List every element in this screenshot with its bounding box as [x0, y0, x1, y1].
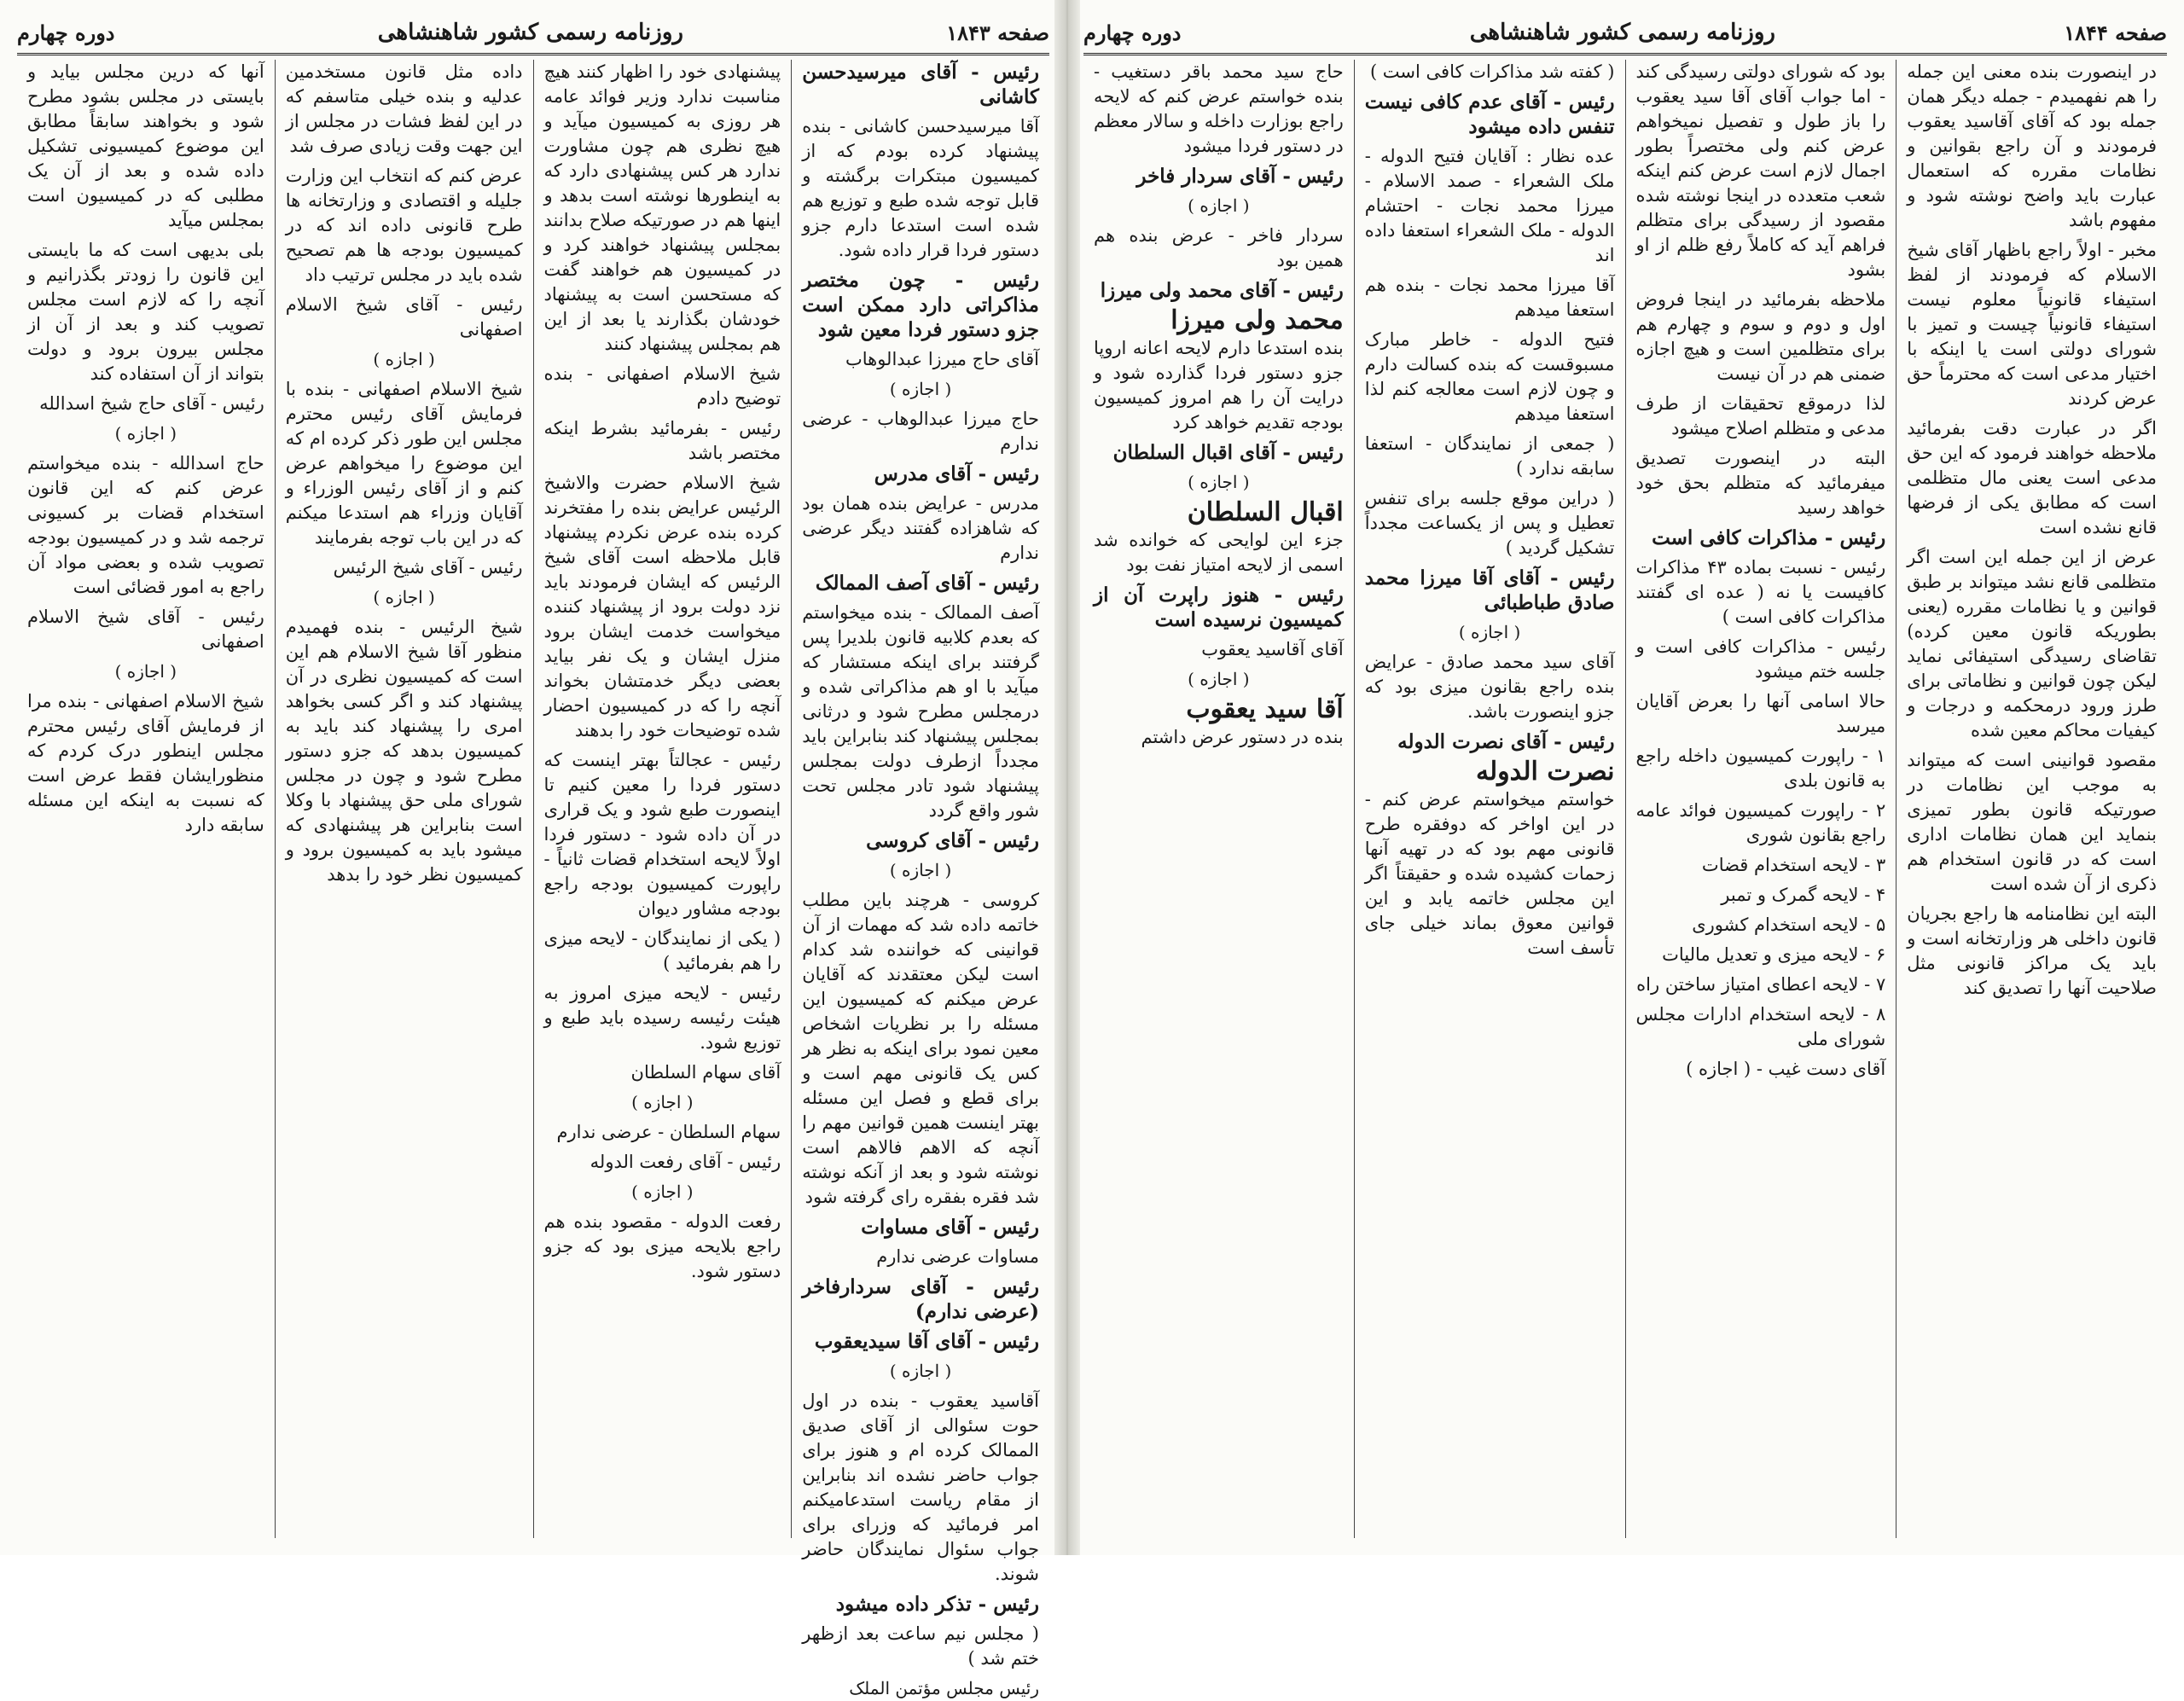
speaker-line: رئیس - آقای سردار فاخر [1136, 165, 1344, 188]
paragraph: آقا میرسیدحسن کاشانی - بنده پیشنهاد کرده بودم که از کمیسیون مبتکرات برگشته و قابل توجه شده طبع و توزیع هم شده است استدعا دارم جزو دستور فردا قرار داده شود. [802, 116, 1039, 260]
paragraph: آقای سهام السلطان [630, 1062, 781, 1083]
paragraph: مساوات عرضی ندارم [876, 1246, 1039, 1267]
paragraph: حاج اسدالله - بنده میخواستم عرض کنم که این قانون استخدام قضات بر کسیونی ترجمه شد و در کمیسیون بودجه تصویب شده و بعضی مواد آن راجع به امور قضائی است [27, 453, 264, 597]
speaker-line: رئیس - آقای آصف الممالک [815, 572, 1039, 595]
paragraph: بود که شورای دولتی رسیدگی کند - اما جواب آقای آقا سید یعقوب را باز طول و تفصیل نمیخواهم عرض کنم ولی مختصراً بطور اجمال لازم است عرض کنم اینکه شعب متعدده در اینجا نوشته شده مقصود از رسیدگی برای متظلم فراهم آید که کاملاً رفع ظلم از او بشود [1635, 61, 1886, 280]
paragraph: رئیس - عجالتاً بهتر اینست که دستور فردا را معین کنیم تا اینصورت طبع شود و یک قراری در آن داده شود - دستور فردا اولاً لایحه استخدام قضات ثانیاً - راپورت کمیسیون بودجه راجع بودجه مشاور دیوان [543, 750, 781, 919]
paragraph: ( کفته شد مذاکرات کافی است ) [1369, 61, 1615, 82]
paragraph: ملاحظه بفرمائید در اینجا فروض اول و دوم و سوم و چهارم هم برای متظلمین است و هیچ اجازه ضمنی هم در آن نیست [1635, 289, 1886, 384]
paragraph: ۴ - لایحه گمرک و تمبر [1721, 885, 1886, 905]
paragraph: داده مثل قانون مستخدمین عدلیه و بنده خیلی متاسفم که در این لفظ فشات در مجلس از این جهت وقت زیادی صرف شد [285, 61, 523, 156]
paragraph: آنها که درین مجلس بیاید و بایستی در مجلس بشود مطرح شود و بخواهند سابقاً مطابق این موضوع کمیسیونی تشکیل داده شده و بعد از آن یک مطلبی که در کمیسیون است بمجلس میآید [27, 61, 264, 230]
text-column [1625, 60, 1896, 1538]
paragraph: ( یکی از نمایندگان - لایحه میزی را هم بفرمائید ) [543, 928, 781, 973]
paragraph: آقاسید یعقوب - بنده در اول حوت سئوالی از آقای صدیق الممالک کرده ام و هنوز برای جواب حاضر نشده اند بنابراین از مقام ریاست استدعامیکنم امر فرمائید که وزرای برای جواب سئوال نمایندگان حاضر شوند. [802, 1390, 1039, 1584]
speaker-line: رئیس - آقای اقبال السلطان [1112, 441, 1344, 464]
speaker-line: رئیس - آقای میرسیدحسن کاشانی [802, 61, 1039, 108]
paragraph: بنده استدعا دارم لایحه اعانه اروپا جزو دستور فردا گذارده شود و درایت آن را هم امروز کمیسیون بودجه تقدیم خواهد کرد [1094, 338, 1344, 433]
paragraph: آصف الممالک - بنده میخواستم که بعدم کلابیه قانون بلدیرا پس گرفتند برای اینکه مستشار که میآید با او هم مذاکراتی شده و درمجلس مطرح شود و درثانی بمجلس پیشنهاد کند بنابراین باید مجدداً ازطرف دولت بمجلس پیشنهاد شود تادر مجلس تحت شور واقع گردد [802, 602, 1039, 821]
paragraph: ۲ - راپورت کمیسیون فوائد عامه راجع بقانون شوری [1635, 800, 1886, 845]
speaker-line: رئیس - آقای مساوات [861, 1216, 1039, 1239]
permission-line: ( اجازه ) [114, 423, 177, 444]
paragraph: حاج سید محمد باقر دستغیب - بنده خواستم عرض کنم که لایحه راجع بوزارت داخله و سالار معظم در دستور فردا میشود [1094, 61, 1344, 156]
paragraph: مخبر - اولاً راجع باظهار آقای شیخ الاسلام که فرمودند از لفظ استیفاء قانونیاً معلوم نیست استیفاء قانونیاً چیست و تمیز با شورای دولتی است یا اینکه با اختیار مدعی است که محترماً حق عرض کردند [1907, 240, 2157, 409]
paragraph: شیخ الاسلام اصفهانی - بنده با فرمایش آقای رئیس محترم مجلس این طور ذکر کرده ام که این موضوع را میخواهم عرض کنم و از آقای رئیس الوزراء و آقایان وزراء هم استدعا میکنم که در این باب توجه بفرمایند [285, 379, 523, 548]
paragraph: شیخ الاسلام اصفهانی - بنده توضیح دادم [543, 363, 781, 409]
paragraph: رئیس - آقای شیخ الاسلام اصفهانی [285, 294, 523, 340]
header-issue: دوره چهارم [17, 20, 115, 45]
paragraph: رئیس - آقای رفعت الدوله [590, 1152, 781, 1172]
permission-line: ( اجازه ) [1188, 669, 1250, 689]
text-column [533, 60, 792, 1538]
paragraph: شیخ الرئیس - بنده فهمیدم منظور آقا شیخ الاسلام هم این است که کمیسیون نظری در آن پیشنهاد کند و اگر کسی بخواهد امری را پیشنهاد کند باید به کمیسیون بدهد که جزو دستور مطرح شود و چون در مجلس شورای ملی حق پیشنهاد با وکلا است بنابراین هر پیشنهادی که میشود باید به کمیسیون برود و کمیسیون نظر خود را بدهد [285, 617, 523, 885]
paragraph: ۶ - لایحه میزی و تعدیل مالیات [1662, 944, 1886, 965]
speaker-heading: محمد ولی میرزا [1170, 305, 1344, 335]
paragraph: رئیس - آقای شیخ الاسلام اصفهانی [27, 607, 264, 652]
speaker-heading: نصرت الدوله [1475, 757, 1615, 787]
speaker-line: رئیس - آقای آقا سیدیعقوب [814, 1330, 1039, 1353]
paragraph: آقای حاج میرزا عبدالوهاب [845, 349, 1039, 369]
speaker-line: رئیس - آقای کروسی [866, 829, 1039, 852]
paragraph: پیشنهادی خود را اظهار کنند هیچ مناسبت ندارد وزیر فوائد عامه هر روزی به کمیسیون میآید و هیچ نظری هم چون مشاورت ندارد هر کس پیشنهادی دارد که به اینطورها نوشته است بدهد و اینها هم در صورتیکه صلاح بدانند بمجلس پیشنهاد خواهند کرد و در کمیسیون هم خواهند گفت که مستحسن است به پیشنهاد خودشان بگذارند یا بعد از این هم بمجلس پیشنهاد کنند [543, 61, 781, 354]
text-column [791, 60, 1049, 1698]
paragraph: حاج میرزا عبدالوهاب - عرضی ندارم [802, 409, 1039, 454]
speaker-heading: اقبال السلطان [1187, 497, 1344, 527]
right-page [1066, 0, 2184, 1555]
permission-line: ( اجازه ) [631, 1092, 694, 1112]
permission-line: ( اجازه ) [1188, 472, 1250, 492]
paragraph: ( دراین موقع جلسه برای تنفس تعطیل و پس از یکساعت مجدداً تشکیل گردید ) [1364, 488, 1615, 558]
permission-line: ( اجازه ) [889, 379, 952, 399]
left-page-header [17, 12, 1049, 55]
paragraph: البته در اینصورت تصدیق میفرمائید که متظلم بحق خود خواهد رسید [1635, 448, 1886, 518]
right-columns [1083, 60, 2167, 1538]
speaker-line: رئیس - چون مختصر مذاکراتی دارد ممکن است جزو دستور فردا معین شود [802, 269, 1039, 341]
paragraph: ۱ - راپورت کمیسیون داخله راجع به قانون بلدی [1635, 746, 1886, 791]
paragraph: آقای سید محمد صادق - عرایض بنده راجع بقانون میزی بود که جزو اینصورت باشد. [1364, 652, 1615, 722]
paragraph: سردار فاخر - عرض بنده هم همین بود [1094, 225, 1344, 270]
page-gutter [1054, 0, 1080, 1555]
paragraph: جزء این لوایحی که خوانده شد اسمی از لایحه امتیاز نفت بود [1094, 530, 1344, 575]
speaker-line: رئیس - تذکر داده میشود [835, 1593, 1039, 1616]
paragraph: کروسی - هرچند باین مطلب خاتمه داده شد که مهمات از آن قوانینی که خواننده شد کدام است لیکن معتقدند که آقایان عرض میکنم که کمیسیون این مسئله را بر نظریات اشخاص معین نمود برای اینکه به نظر هر کس یک قانونی مهم است و برای قطع و فصل این مسئله بهتر اینست همین قوانین مهم را آنچه که الاهم فالاهم است نوشته شود و بعد از آنکه نوشته شد فقره بفقره رای گرفته شود [802, 890, 1039, 1207]
header-title: روزنامه رسمی کشور شاهنشاهی [377, 20, 683, 45]
speaker-line: رئیس - مذاکرات کافی است [1652, 526, 1886, 549]
paragraph: شیخ الاسلام حضرت والاشیخ الرئیس عرایض بنده را مفتخرند کرده بنده عرض نکردم پیشنهاد قابل ملاحظه است آقای شیخ الرئیس که ایشان فرمودند باید نزد دولت برود از پیشنهاد کننده میخواست خدمت ایشان برود منزل ایشان و یک نفر بیاید بعضی دیگر خدمتشان بخواند آنچه را که در کمیسیون احضار شده توضیحات خود را بدهند [543, 473, 781, 740]
paragraph: آقای آقاسید یعقوب [1201, 639, 1344, 659]
permission-line: ( اجازه ) [1188, 195, 1250, 216]
paragraph: رئیس - آقای حاج شیخ اسدالله [39, 393, 264, 414]
text-column [17, 60, 275, 1538]
paragraph: عده نظار : آقایان فتیح الدوله - ملک الشعراء - صمد الاسلام - میرزا محمد نجات - احتشام الدوله - ملک الشعراء استعفا داده اند [1364, 146, 1615, 265]
speaker-line: رئیس - آقای سردارفاخر (عرضی ندارم) [802, 1275, 1039, 1323]
paragraph: بنده در دستور عرض داشتم [1141, 727, 1344, 747]
speaker-heading: آقا سید یعقوب [1186, 694, 1344, 724]
paragraph: اگر در عبارت دقت بفرمائید ملاحظه خواهند فرمود که این حق مدعی است یعنی مال متظلمی است که مطابق یکی از فرضها قانع نشده است [1907, 418, 2157, 537]
header-page-number: صفحه ۱۸۴۳ [946, 20, 1049, 45]
permission-line: ( اجازه ) [889, 1361, 952, 1381]
paragraph: عرض از این جمله این است اگر متظلمی قانع نشد میتواند بر طبق قوانین و یا نظامات مقرره (یعنی بطوریکه قانون معین کرده) تقاضای رسیدگی استیفائی نماید لیکن چون قوانین و نظاماتی برای طرز ورود درمحکمه و درجات و کیفیات محاکم معین شده [1907, 547, 2157, 740]
permission-line: ( اجازه ) [114, 661, 177, 682]
paragraph: ( مجلس نیم ساعت بعد ازظهر ختم شد ) [802, 1623, 1039, 1669]
text-column [1354, 60, 1625, 1538]
speaker-line: رئیس - هنوز راپرت آن از کمیسیون نرسیده است [1094, 583, 1344, 631]
paragraph: فتیح الدوله - خاطر مبارک مسبوقست که بنده کسالت دارم و چون لازم است معالجه کنم لذا استعفا میدهم [1364, 329, 1615, 424]
paragraph: آقا میرزا محمد نجات - بنده هم استعفا میدهم [1364, 275, 1615, 320]
header-title: روزنامه رسمی کشور شاهنشاهی [1469, 20, 1775, 45]
paragraph: البته این نظامنامه ها راجع بجریان قانون داخلی هر وزارتخانه است و باید یک مراکز قانونی مثل صلاحیت آنها را تصدیق کند [1907, 903, 2157, 998]
permission-line: ( اجازه ) [889, 860, 952, 880]
paragraph: ۵ - لایحه استخدام کشوری [1692, 914, 1886, 935]
permission-line: ( اجازه ) [373, 349, 435, 369]
text-column [1083, 60, 1354, 1538]
right-page-header [1083, 12, 2167, 55]
paragraph: لذا درموقع تحقیقات از طرف مدعی و متظلم اصلاح میشود [1635, 393, 1886, 438]
paragraph: مقصود قوانینی است که میتواند به موجب این نظامات در صورتیکه قانون بطور تمیزی بنماید این همان نظامات اداری است که در قانون استخدام هم ذکری از آن شده است [1907, 750, 2157, 894]
header-page-number: صفحه ۱۸۴۴ [2064, 20, 2167, 45]
speaker-line: رئیس - آقای آقا میرزا محمد صادق طباطبائی [1364, 566, 1615, 614]
paragraph: رئیس - لایحه میزی امروز به هیئت رئیسه رسیده باید طبع و توزیع شود. [543, 983, 781, 1053]
paragraph: رفعت الدوله - مقصود بنده هم راجع بلایحه میزی بود که جزو دستور شود. [543, 1211, 781, 1281]
paragraph: شیخ الاسلام اصفهانی - بنده مرا از فرمایش آقای رئیس محترم مجلس اینطور درک کردم که منظورایشان فقط عرض است که نسبت به اینکه این مسئله سابقه دارد [27, 691, 264, 835]
paragraph: آقای دست غیب - ( اجازه ) [1686, 1059, 1886, 1079]
header-issue: دوره چهارم [1083, 20, 1182, 45]
speaker-line: رئیس - آقای محمد ولی میرزا [1100, 279, 1344, 302]
permission-line: ( اجازه ) [1458, 622, 1521, 642]
paragraph: رئیس - آقای شیخ الرئیس [333, 557, 523, 578]
left-page [0, 0, 1066, 1698]
paragraph: سهام السلطان - عرضی ندارم [556, 1122, 781, 1142]
paragraph: ۳ - لایحه استخدام قضات [1701, 855, 1886, 875]
paragraph: ( جمعی از نمایندگان - استعفا سابقه ندارد ) [1364, 433, 1615, 479]
paragraph: ۷ - لایحه اعطای امتیاز ساختن راه [1636, 974, 1886, 995]
paragraph: رئیس - نسبت بماده ۴۳ مذاکرات کافیست یا نه ( عده ای گفتند مذاکرات کافی است ) [1635, 557, 1886, 627]
text-column [1896, 60, 2167, 1538]
signature-line: رئیس مجلس مؤتمن الملک [849, 1678, 1039, 1698]
permission-line: ( اجازه ) [631, 1181, 694, 1202]
paragraph: مدرس - عرایض بنده همان بود که شاهزاده گفتند دیگر عرضی ندارم [802, 493, 1039, 563]
paragraph: ۸ - لایحه استخدام ادارات مجلس شورای ملی [1635, 1004, 1886, 1049]
paragraph: رئیس - بفرمائید بشرط اینکه مختصر باشد [543, 418, 781, 463]
paragraph: رئیس - مذاکرات کافی است و جلسه ختم میشود [1635, 636, 1886, 682]
text-column [275, 60, 533, 1538]
paragraph: حالا اسامی آنها را بعرض آقایان میرسد [1635, 691, 1886, 736]
speaker-line: رئیس - آقای عدم کافی نیست تنفس داده میشود [1364, 90, 1615, 138]
paragraph: بلی بدیهی است که ما بایستی این قانون را زودتر بگذرانیم و آنچه را که لازم است مجلس تصویب کند و بعد از آن از مجلس بیرون برود و دولت بتواند از آن استفاده کند [27, 240, 264, 384]
speaker-line: رئیس - آقای مدرس [874, 462, 1039, 485]
paragraph: عرض کنم که انتخاب این وزارت جلیله و اقتصادی و وزارتخانه ها طرح قانونی داده اند که در کمیسیون بودجه ها هم تصحیح شده باید در مجلس ترتیب داد [285, 165, 523, 285]
left-columns [17, 60, 1049, 1698]
permission-line: ( اجازه ) [373, 587, 435, 607]
paragraph: خواستم میخواستم عرض کنم - در این اواخر که دوفقره طرح قانونی مهم بود که در تهیه آنها زحمات کشیده شده و حقیقتاً اگر این مجلس خاتمه یابد و این قوانین معوق بماند خیلی جای تأسف است [1364, 789, 1615, 958]
paragraph: در اینصورت بنده معنی این جمله را هم نفهمیدم - جمله دیگر همان جمله بود که آقای آقاسید یعقوب فرمودند و آن راجع بقوانین و نظامات مقرره که استعمال عبارت باید واضح نوشته شود و مفهوم باشد [1907, 61, 2157, 230]
speaker-line: رئیس - آقای نصرت الدوله [1397, 730, 1615, 753]
